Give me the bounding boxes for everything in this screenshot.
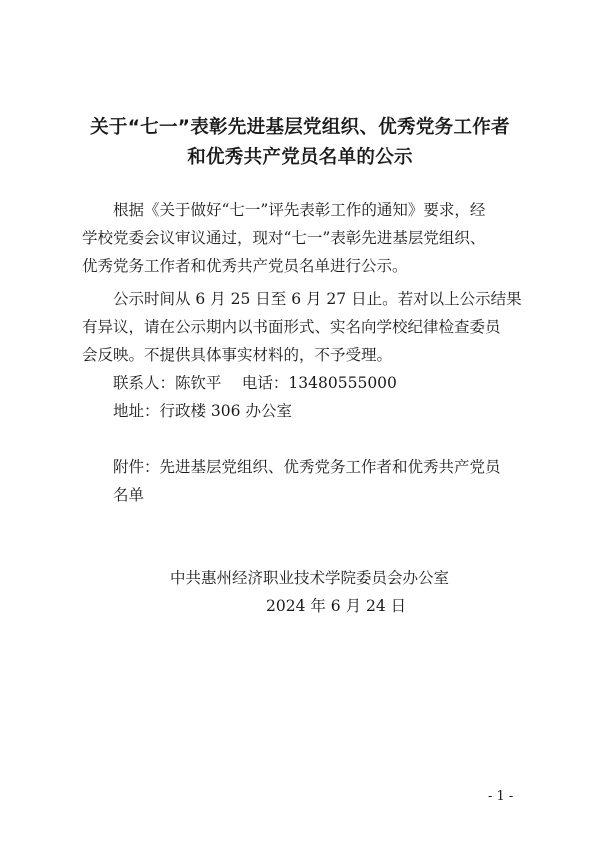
issue-date: 2024 年 6 月 24 日 (266, 597, 407, 615)
paragraph-line: 公示时间从 6 月 25 日至 6 月 27 日止。若对以上公示结果 (113, 290, 522, 308)
issuing-organization: 中共惠州经济职业技术学院委员会办公室 (170, 569, 450, 587)
paragraph-line: 优秀党务工作者和优秀共产党员名单进行公示。 (82, 257, 408, 275)
contact-info (82, 369, 522, 397)
contact-line: 联系人：陈钦平 电话：13480555000 (113, 374, 397, 392)
paragraph-line: 根据《关于做好“七一”评先表彰工作的通知》要求，经 (113, 201, 486, 219)
document-title-line-1: 关于“七一”表彰先进基层党组织、优秀党务工作者 (90, 117, 510, 138)
attachment-line: 名单 (113, 486, 145, 504)
paragraph-line: 有异议，请在公示期内以书面形式、实名向学校纪律检查委员 (82, 318, 501, 336)
paragraph-line: 会反映。不提供具体事实材料的，不予受理。 (82, 346, 393, 364)
attachment-note (82, 453, 522, 509)
address-line: 地址：行政楼 306 办公室 (113, 402, 292, 420)
attachment-line: 附件：先进基层党组织、优秀党务工作者和优秀共产党员 (113, 458, 501, 476)
paragraph-announcement (82, 196, 522, 280)
address-info (82, 397, 522, 425)
document-title-line-2: 和优秀共产党员名单的公示 (187, 147, 413, 168)
paragraph-line: 学校党委会议审议通过，现对“七一”表彰先进基层党组织、 (82, 229, 486, 247)
page-number: - 1 - (488, 789, 514, 804)
paragraph-publicity-period (82, 285, 522, 369)
